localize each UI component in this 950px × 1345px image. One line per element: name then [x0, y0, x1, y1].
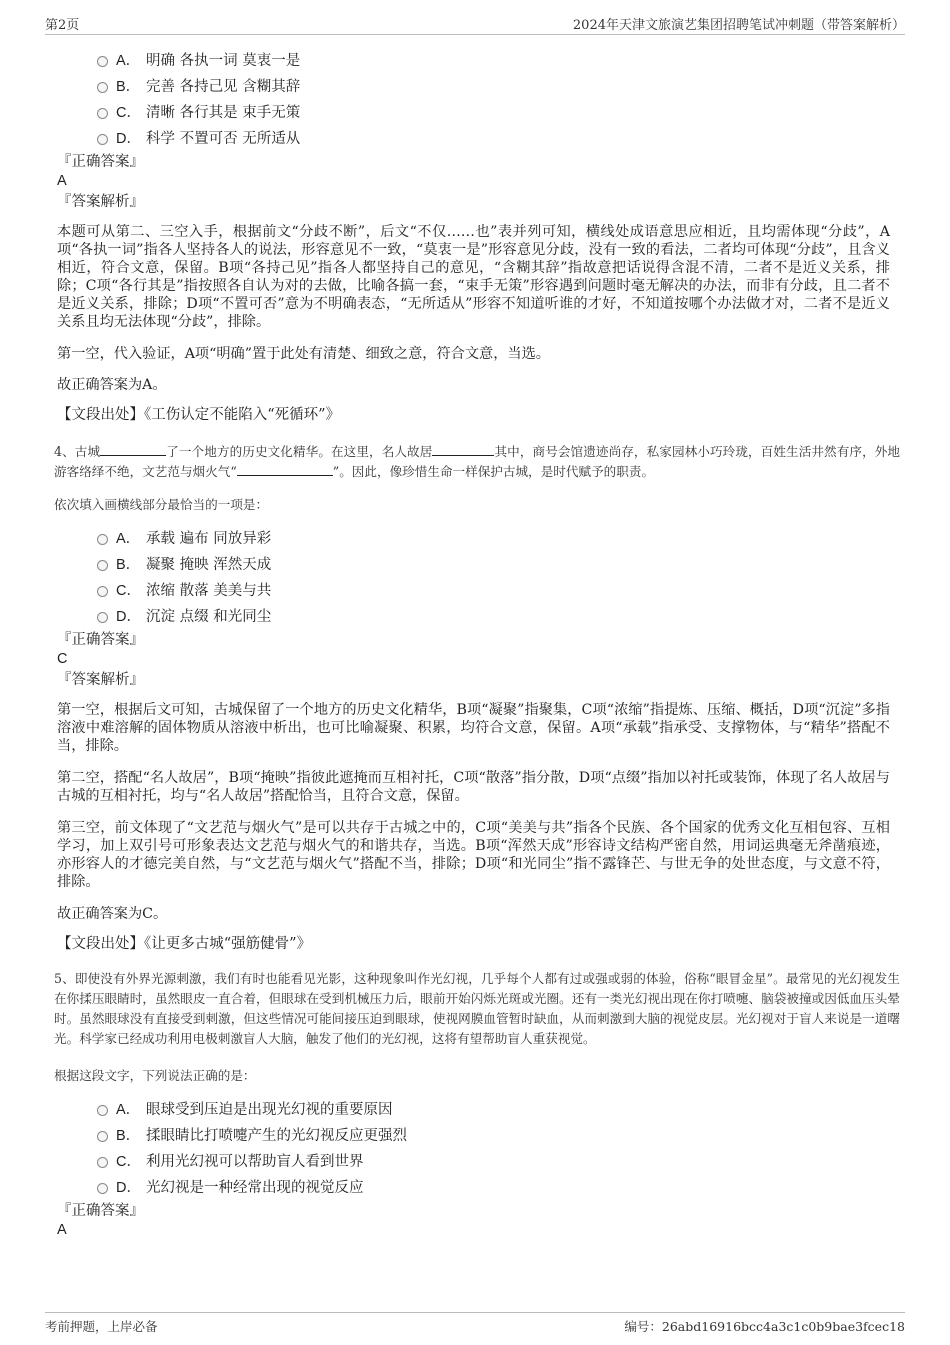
- q3-options: [97, 46, 890, 150]
- radio-icon[interactable]: [97, 612, 108, 623]
- q4-options: [97, 524, 890, 628]
- q5-option-d[interactable]: D． 光幻视是一种经常出现的视觉反应: [97, 1173, 890, 1199]
- q3-source: 【文段出处】《工伤认定不能陷入“死循环”》: [57, 407, 341, 423]
- q3-answer-label: 『正确答案』: [57, 154, 144, 170]
- page-footer: [45, 1312, 905, 1338]
- radio-icon[interactable]: [97, 1131, 108, 1142]
- q4-option-b[interactable]: B． 凝聚 掩映 浑然天成: [97, 550, 890, 576]
- q5-prompt: 根据这段文字，下列说法正确的是：: [54, 1068, 256, 1083]
- q5-answer: A: [57, 1222, 67, 1238]
- radio-icon[interactable]: [97, 1105, 108, 1116]
- q3-analysis-paragraph: 本题可从第二、三空入手，根据前文“分歧不断”，后文“不仅……也”表并列可知，横线处成语意思应相近，且均需体现“分歧”，A项“各执一词”指各人坚持各人的说法，形容意见不一致，“莫衷一是”形容意见分歧，没有一致的看法，二者均可体现“分歧”，且含义相近，符合文意，保留。B项“各持己见”指各人都坚持自己的意见，“含糊其辞”指故意把话说得含混不清，二者不是近义关系，排除；C项“各行其是”指按照各自认为对的去做，比喻各搞一套，“束手无策”形容遇到问题时毫无解决的办法，而非有分歧，且二者不是近义关系，排除；D项“不置可否”意为不明确表态，“无所适从”形容不知道听谁的才好，不知道按哪个办法做才对，二者不是近义关系且均无法体现“分歧”，排除。: [57, 224, 890, 330]
- q3-option-b[interactable]: B． 完善 各持己见 含糊其辞: [97, 72, 890, 98]
- q4-analysis-paragraph: 第二空，搭配“名人故居”，B项“掩映”指彼此遮掩而互相衬托，C项“散落”指分散，D项“点缀”指加以衬托或装饰，体现了名人故居与古城的互相衬托，均与“名人故居”搭配恰当，且符合文意，保留。: [57, 770, 890, 804]
- radio-icon[interactable]: [97, 560, 108, 571]
- q5-options: [97, 1095, 890, 1199]
- radio-icon[interactable]: [97, 56, 108, 67]
- q3-option-c[interactable]: C． 清晰 各行其是 束手无策: [97, 98, 890, 124]
- radio-icon[interactable]: [97, 1183, 108, 1194]
- radio-icon[interactable]: [97, 108, 108, 119]
- q5-number: 5、: [54, 971, 75, 986]
- q4-analysis-label: 『答案解析』: [57, 672, 144, 688]
- page-header: [45, 14, 905, 35]
- q3-analysis-paragraph: 第一空，代入验证，A项“明确”置于此处有清楚、细致之意，符合文意，当选。: [57, 346, 550, 362]
- radio-icon[interactable]: [97, 586, 108, 597]
- q4-option-c[interactable]: C． 浓缩 散落 美美与共: [97, 576, 890, 602]
- q5-option-b[interactable]: B． 揉眼睛比打喷嚏产生的光幻视反应更强烈: [97, 1121, 890, 1147]
- q4-question: 4、古城 了一个地方的历史文化精华。在这里，名人故居 其中，商号会馆遗迹尚存，私家园林小巧玲珑，百姓生活井然有序，外地游客络绎不绝，文艺范与烟火气“ ”。因此，像珍惜生命一样保护古城，是时代赋予的职责。: [54, 444, 901, 479]
- blank-line: [432, 443, 494, 456]
- radio-icon[interactable]: [97, 82, 108, 93]
- q4-prompt: 依次填入画横线部分最恰当的一项是：: [54, 497, 269, 512]
- footer-slogan: 考前押题，上岸必备: [45, 1319, 158, 1334]
- q5-answer-label: 『正确答案』: [57, 1203, 144, 1219]
- page-content: [54, 46, 901, 1239]
- q3-option-d[interactable]: D． 科学 不置可否 无所适从: [97, 124, 890, 150]
- radio-icon[interactable]: [97, 534, 108, 545]
- document-title: 2024年天津文旅演艺集团招聘笔试冲刺题（带答案解析）: [572, 18, 905, 33]
- q4-analysis-paragraph: 第三空，前文体现了“文艺范与烟火气”是可以共存于古城之中的，C项“美美与共”指各个民族、各个国家的优秀文化互相包容、互相学习，加上双引号可形象表达文艺范与烟火气的和谐共存，当选。B项“浑然天成”形容诗文结构严密自然，用词运典毫无斧凿痕迹，亦形容人的才德完美自然，与“文艺范与烟火气”搭配不当，排除；D项“和光同尘”指不露锋芒、与世无争的处世态度，与文意不符，排除。: [57, 820, 890, 890]
- q5-option-c[interactable]: C． 利用光幻视可以帮助盲人看到世界: [97, 1147, 890, 1173]
- q3-analysis-conclusion: 故正确答案为A。: [57, 377, 167, 393]
- radio-icon[interactable]: [97, 134, 108, 145]
- q4-answer: C: [57, 651, 68, 667]
- q3-option-a[interactable]: A． 明确 各执一词 莫衷一是: [97, 46, 890, 72]
- q4-number: 4、: [54, 444, 75, 459]
- q4-source: 【文段出处】《让更多古城“强筋健骨”》: [57, 936, 312, 952]
- document-id: 编号：26abd16916bcc4a3c1c0b9bae3fcec18: [624, 1319, 905, 1334]
- q4-option-d[interactable]: D． 沉淀 点缀 和光同尘: [97, 602, 890, 628]
- blank-line: [237, 463, 333, 476]
- q5-question: 5、即使没有外界光源刺激，我们有时也能看见光影，这种现象叫作光幻视，几乎每个人都有过或强或弱的体验，俗称“眼冒金星”。最常见的光幻视发生在你揉压眼睛时，虽然眼皮一直合着，但眼球在受到机械压力后，眼前开始闪烁光斑或光圈。还有一类光幻视出现在你打喷嚏、脑袋被撞或因低血压头晕时。虽然眼球没有直接受到刺激，但这些情况可能间接压迫到眼球，使视网膜血管暂时缺血，从而刺激到大脑的视觉皮层。光幻视对于盲人来说是一道曙光。科学家已经成功利用电极刺激盲人大脑，触发了他们的光幻视，这将有望帮助盲人重获视觉。: [54, 971, 900, 1046]
- q4-analysis-paragraph: 第一空，根据后文可知，古城保留了一个地方的历史文化精华，B项“凝聚”指聚集，C项“浓缩”指提炼、压缩、概括，D项“沉淀”多指溶液中难溶解的固体物质从溶液中析出，也可比喻凝聚、积累，均符合文意，保留。A项“承载”指承受、支撑物体，与“精华”搭配不当，排除。: [57, 702, 890, 754]
- q4-answer-label: 『正确答案』: [57, 632, 144, 648]
- page-number: 第2页: [45, 18, 80, 33]
- q3-answer: A: [57, 173, 67, 189]
- q5-option-a[interactable]: A． 眼球受到压迫是出现光幻视的重要原因: [97, 1095, 890, 1121]
- radio-icon[interactable]: [97, 1157, 108, 1168]
- q4-analysis-conclusion: 故正确答案为C。: [57, 906, 168, 922]
- q4-option-a[interactable]: A． 承载 遍布 同放异彩: [97, 524, 890, 550]
- q3-analysis-label: 『答案解析』: [57, 194, 144, 210]
- blank-line: [100, 443, 166, 456]
